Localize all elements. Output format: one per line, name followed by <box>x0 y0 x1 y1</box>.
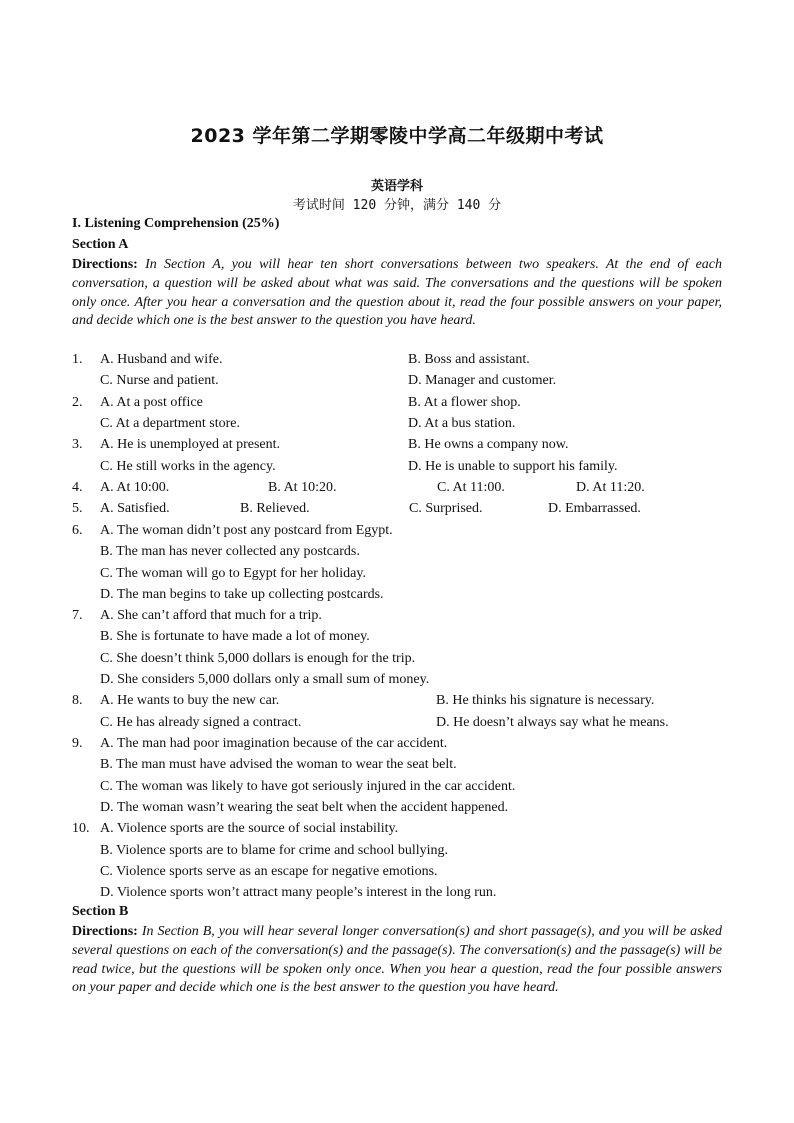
option-b: B. She is fortunate to have made a lot of money. <box>100 629 370 644</box>
question-10 <box>72 821 722 842</box>
section-b-heading: Section B <box>72 904 129 919</box>
option-d: D. He doesn’t always say what he means. <box>436 715 669 730</box>
option-a: A. At a post office <box>100 395 203 410</box>
question-6-row2 <box>72 544 722 565</box>
question-3-row2 <box>72 459 722 480</box>
option-c: C. The woman was likely to have got seriously injured in the car accident. <box>100 779 516 794</box>
option-d: D. Embarrassed. <box>548 501 641 516</box>
option-d: D. The woman wasn’t wearing the seat belt when the accident happened. <box>100 800 509 815</box>
option-c: C. The woman will go to Egypt for her holiday. <box>100 566 366 581</box>
option-a: A. At 10:00. <box>100 480 170 495</box>
option-d: D. At 11:20. <box>576 480 645 495</box>
question-9-row3 <box>72 779 722 800</box>
directions-label: Directions: <box>72 924 138 939</box>
question-7 <box>72 608 722 629</box>
subject-label: 英语学科 <box>370 179 423 194</box>
question-1-row2 <box>72 373 722 394</box>
option-b: B. He owns a company now. <box>408 437 569 452</box>
directions-text: In Section A, you will hear ten short conversations between two speakers. At the end of each conversation, a question will be asked about what was said. The conversations and the questions will be spoken only once. After you hear a conversation and the question about it, read the four possible answers on your paper, and decide which one is the best answer to the question you have heard. <box>72 257 723 329</box>
question-1 <box>72 352 722 373</box>
option-d: D. At a bus station. <box>408 416 516 431</box>
question-6-row4 <box>72 587 722 608</box>
section-b-directions <box>72 923 722 998</box>
question-7-row2 <box>72 629 722 650</box>
exam-title: 2023 学年第二学期零陵中学高二年级期中考试 <box>190 125 604 147</box>
option-c: C. He has already signed a contract. <box>100 715 302 730</box>
directions-label: Directions: <box>72 257 138 272</box>
option-b: B. At 10:20. <box>268 480 337 495</box>
option-c: C. Nurse and patient. <box>100 373 219 388</box>
question-number: 7. <box>72 608 83 623</box>
question-7-row3 <box>72 651 722 672</box>
option-b: B. He thinks his signature is necessary. <box>436 693 655 708</box>
question-8 <box>72 693 722 714</box>
option-b: B. The man must have advised the woman to wear the seat belt. <box>100 757 457 772</box>
option-c: C. At 11:00. <box>437 480 505 495</box>
option-d: D. She considers 5,000 dollars only a small sum of money. <box>100 672 430 687</box>
option-b: B. Boss and assistant. <box>408 352 530 367</box>
part-heading: I. Listening Comprehension (25%) <box>72 216 280 231</box>
question-7-row4 <box>72 672 722 693</box>
option-c: C. At a department store. <box>100 416 240 431</box>
question-number: 8. <box>72 693 83 708</box>
question-10-row2 <box>72 843 722 864</box>
option-d: D. He is unable to support his family. <box>408 459 618 474</box>
option-a: A. She can’t afford that much for a trip. <box>100 608 322 623</box>
option-a: A. He is unemployed at present. <box>100 437 281 452</box>
option-c: C. Surprised. <box>409 501 483 516</box>
question-number: 1. <box>72 352 83 367</box>
option-b: B. Relieved. <box>240 501 310 516</box>
directions-text: In Section B, you will hear several longer conversation(s) and short passage(s), and you will be asked several questions on each of the conversation(s) and the passage(s). The conversation(s) and the passage(s) will be read twice, but the questions will be spoken only once. When you hear a question, read the four possible answers on your paper and decide which one is the best answer to the question you have heard. <box>72 924 723 996</box>
option-d: D. Violence sports won’t attract many people’s interest in the long run. <box>100 885 497 900</box>
question-number: 2. <box>72 395 83 410</box>
question-3 <box>72 437 722 458</box>
question-number: 5. <box>72 501 83 516</box>
option-a: A. He wants to buy the new car. <box>100 693 280 708</box>
section-a-directions <box>72 256 722 331</box>
question-10-row4 <box>72 885 722 906</box>
time-info: 考试时间 120 分钟，满分 140 分 <box>292 198 502 213</box>
option-d: D. The man begins to take up collecting postcards. <box>100 587 384 602</box>
question-6 <box>72 523 722 544</box>
question-number: 3. <box>72 437 83 452</box>
option-c: C. Violence sports serve as an escape for negative emotions. <box>100 864 438 879</box>
question-9-row2 <box>72 757 722 778</box>
option-a: A. The man had poor imagination because of the car accident. <box>100 736 448 751</box>
option-a: A. Satisfied. <box>100 501 170 516</box>
question-2-row2 <box>72 416 722 437</box>
question-number: 6. <box>72 523 83 538</box>
option-d: D. Manager and customer. <box>408 373 557 388</box>
option-a: A. Violence sports are the source of social instability. <box>100 821 399 836</box>
question-9 <box>72 736 722 757</box>
question-4 <box>72 480 722 501</box>
question-number: 4. <box>72 480 83 495</box>
option-a: A. The woman didn’t post any postcard from Egypt. <box>100 523 393 538</box>
option-b: B. The man has never collected any postcards. <box>100 544 360 559</box>
option-c: C. He still works in the agency. <box>100 459 276 474</box>
option-a: A. Husband and wife. <box>100 352 223 367</box>
question-9-row4 <box>72 800 722 821</box>
question-10-row3 <box>72 864 722 885</box>
question-8-row2 <box>72 715 722 736</box>
question-number: 9. <box>72 736 83 751</box>
option-b: B. Violence sports are to blame for crime and school bullying. <box>100 843 449 858</box>
question-5 <box>72 501 722 522</box>
question-6-row3 <box>72 566 722 587</box>
section-a-heading: Section A <box>72 237 129 252</box>
option-b: B. At a flower shop. <box>408 395 521 410</box>
option-c: C. She doesn’t think 5,000 dollars is enough for the trip. <box>100 651 416 666</box>
question-2 <box>72 395 722 416</box>
question-number: 10. <box>72 821 90 836</box>
